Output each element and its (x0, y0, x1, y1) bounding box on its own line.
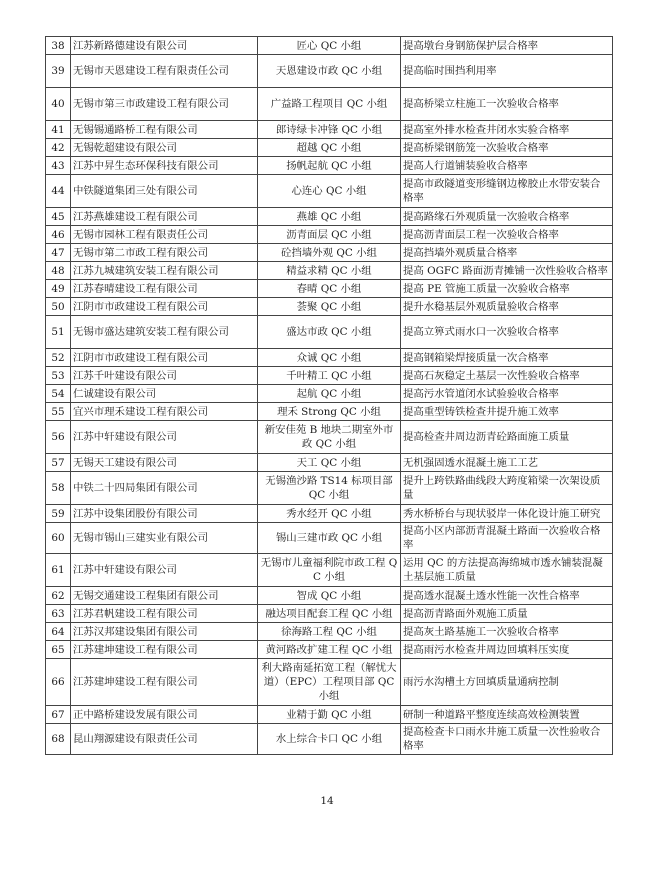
topic-name: 提高桥梁立柱施工一次验收合格率 (401, 88, 613, 121)
unit-name: 无锡天工建设有限公司 (71, 454, 258, 472)
table-row (46, 316, 613, 349)
row-number: 58 (46, 472, 71, 505)
row-number: 50 (46, 298, 71, 316)
row-number: 56 (46, 421, 71, 454)
table-row (46, 706, 613, 724)
table-row (46, 298, 613, 316)
unit-name: 江苏千叶建设有限公司 (71, 367, 258, 385)
topic-name: 提高检查卡口雨水井施工质量一次性验收合格率 (401, 724, 613, 755)
table-row (46, 421, 613, 454)
qc-group-name: 春晴 QC 小组 (258, 280, 401, 298)
table-row (46, 280, 613, 298)
unit-name: 江苏中设集团股份有限公司 (71, 505, 258, 523)
table-row (46, 157, 613, 175)
unit-name: 宜兴市理禾建设工程有限公司 (71, 403, 258, 421)
topic-name: 运用 QC 的方法提高海绵城市透水铺装混凝土基层施工质量 (401, 554, 613, 587)
topic-name: 提高挡墙外观质量合格率 (401, 244, 613, 262)
table-row (46, 367, 613, 385)
row-number: 55 (46, 403, 71, 421)
row-number: 42 (46, 139, 71, 157)
qc-group-name: 融达项目配套工程 QC 小组 (258, 605, 401, 623)
page-number: 14 (320, 795, 334, 807)
table-row (46, 623, 613, 641)
topic-name: 提高雨污水检查井周边回填料压实度 (401, 641, 613, 659)
row-number: 63 (46, 605, 71, 623)
unit-name: 无锡市第三市政建设工程有限公司 (71, 88, 258, 121)
table-row (46, 554, 613, 587)
unit-name: 江苏中轩建设有限公司 (71, 554, 258, 587)
row-number: 54 (46, 385, 71, 403)
award-table (45, 36, 613, 755)
table-row (46, 605, 613, 623)
qc-group-name: 天工 QC 小组 (258, 454, 401, 472)
topic-name: 提高沥青面层工程一次验收合格率 (401, 226, 613, 244)
topic-name: 提高 OGFC 路面沥青摊铺一次性验收合格率 (401, 262, 613, 280)
topic-name: 提高灰土路基施工一次验收合格率 (401, 623, 613, 641)
topic-name: 提高桥梁钢筋笼一次验收合格率 (401, 139, 613, 157)
qc-group-name: 千叶精工 QC 小组 (258, 367, 401, 385)
qc-group-name: 精益求精 QC 小组 (258, 262, 401, 280)
qc-group-name: 理禾 Strong QC 小组 (258, 403, 401, 421)
qc-group-name: 徐海路工程 QC 小组 (258, 623, 401, 641)
row-number: 68 (46, 724, 71, 755)
table-row (46, 724, 613, 755)
qc-group-name: 郎诗绿卡冲锋 QC 小组 (258, 121, 401, 139)
qc-group-name: 利大路南延拓宽工程（解忧大道）（EPC）工程项目部 QC 小组 (258, 659, 401, 706)
unit-name: 正中路桥建设发展有限公司 (71, 706, 258, 724)
qc-group-name: 无锡市儿童福利院市政工程 QC 小组 (258, 554, 401, 587)
table-row (46, 208, 613, 226)
table-row (46, 121, 613, 139)
qc-group-name: 心连心 QC 小组 (258, 175, 401, 208)
award-table-body (46, 37, 613, 755)
unit-name: 无锡市锡山三建实业有限公司 (71, 523, 258, 554)
unit-name: 江苏建坤建设工程有限公司 (71, 641, 258, 659)
row-number: 45 (46, 208, 71, 226)
table-row (46, 472, 613, 505)
qc-group-name: 扬帆起航 QC 小组 (258, 157, 401, 175)
topic-name: 提高小区内部沥青混凝土路面一次验收合格率 (401, 523, 613, 554)
qc-group-name: 砼挡墙外观 QC 小组 (258, 244, 401, 262)
row-number: 61 (46, 554, 71, 587)
unit-name: 中铁隧道集团三处有限公司 (71, 175, 258, 208)
row-number: 40 (46, 88, 71, 121)
qc-group-name: 起航 QC 小组 (258, 385, 401, 403)
qc-group-name: 燕雄 QC 小组 (258, 208, 401, 226)
qc-group-name: 锡山三建市政 QC 小组 (258, 523, 401, 554)
row-number: 62 (46, 587, 71, 605)
topic-name: 提高钢箱梁焊接质量一次合格率 (401, 349, 613, 367)
topic-name: 提高立箅式雨水口一次验收合格率 (401, 316, 613, 349)
table-row (46, 505, 613, 523)
row-number: 64 (46, 623, 71, 641)
topic-name: 提高透水混凝土透水性能一次性合格率 (401, 587, 613, 605)
topic-name: 提升上跨铁路曲线段大跨度箱梁一次架设质量 (401, 472, 613, 505)
row-number: 48 (46, 262, 71, 280)
row-number: 57 (46, 454, 71, 472)
row-number: 49 (46, 280, 71, 298)
unit-name: 无锡乾超建设有限公司 (71, 139, 258, 157)
topic-name: 无机强固透水混凝土施工工艺 (401, 454, 613, 472)
table-row (46, 244, 613, 262)
unit-name: 无锡市园林工程有限责任公司 (71, 226, 258, 244)
topic-name: 提高临时围挡利用率 (401, 55, 613, 88)
row-number: 52 (46, 349, 71, 367)
table-row (46, 659, 613, 706)
row-number: 53 (46, 367, 71, 385)
row-number: 44 (46, 175, 71, 208)
row-number: 38 (46, 37, 71, 55)
qc-group-name: 无锡渔沙路 TS14 标项目部 QC 小组 (258, 472, 401, 505)
table-row (46, 641, 613, 659)
unit-name: 江阴市市政建设工程有限公司 (71, 298, 258, 316)
table-row (46, 349, 613, 367)
topic-name: 提高墩台身钢筋保护层合格率 (401, 37, 613, 55)
unit-name: 江苏中轩建设有限公司 (71, 421, 258, 454)
table-row (46, 262, 613, 280)
topic-name: 提高沥青路面外观施工质量 (401, 605, 613, 623)
table-row (46, 403, 613, 421)
topic-name: 提高检查井周边沥青砼路面施工质量 (401, 421, 613, 454)
unit-name: 无锡市盛达建筑安装工程有限公司 (71, 316, 258, 349)
table-row (46, 523, 613, 554)
unit-name: 仁诚建设有限公司 (71, 385, 258, 403)
qc-group-name: 黄河路改扩建工程 QC 小组 (258, 641, 401, 659)
qc-group-name: 业精于勤 QC 小组 (258, 706, 401, 724)
row-number: 66 (46, 659, 71, 706)
topic-name: 秀水桥桥台与现状驳岸一体化设计施工研究 (401, 505, 613, 523)
unit-name: 昆山翔源建设有限责任公司 (71, 724, 258, 755)
unit-name: 中铁二十四局集团有限公司 (71, 472, 258, 505)
qc-group-name: 超越 QC 小组 (258, 139, 401, 157)
qc-group-name: 天恩建设市政 QC 小组 (258, 55, 401, 88)
row-number: 60 (46, 523, 71, 554)
row-number: 51 (46, 316, 71, 349)
unit-name: 江苏汉邦建设集团有限公司 (71, 623, 258, 641)
qc-group-name: 沥青面层 QC 小组 (258, 226, 401, 244)
topic-name: 提高室外排水检查井闭水实验合格率 (401, 121, 613, 139)
row-number: 65 (46, 641, 71, 659)
unit-name: 无锡交通建设工程集团有限公司 (71, 587, 258, 605)
table-row (46, 454, 613, 472)
qc-group-name: 智成 QC 小组 (258, 587, 401, 605)
unit-name: 江苏新路德建设有限公司 (71, 37, 258, 55)
qc-group-name: 水上综合卡口 QC 小组 (258, 724, 401, 755)
row-number: 59 (46, 505, 71, 523)
row-number: 47 (46, 244, 71, 262)
table-row (46, 37, 613, 55)
row-number: 43 (46, 157, 71, 175)
table-row (46, 587, 613, 605)
unit-name: 江苏中昇生态环保科技有限公司 (71, 157, 258, 175)
topic-name: 提升水稳基层外观质量验收合格率 (401, 298, 613, 316)
unit-name: 无锡市第二市政工程有限公司 (71, 244, 258, 262)
row-number: 67 (46, 706, 71, 724)
topic-name: 提高市政隧道变形缝钢边橡胶止水带安装合格率 (401, 175, 613, 208)
table-row (46, 88, 613, 121)
unit-name: 江苏春晴建设工程有限公司 (71, 280, 258, 298)
unit-name: 无锡市天恩建设工程有限责任公司 (71, 55, 258, 88)
topic-name: 提高石灰稳定土基层一次性验收合格率 (401, 367, 613, 385)
table-row (46, 55, 613, 88)
unit-name: 无锡锡通路桥工程有限公司 (71, 121, 258, 139)
qc-group-name: 新安佳苑 B 地块二期室外市政 QC 小组 (258, 421, 401, 454)
qc-group-name: 匠心 QC 小组 (258, 37, 401, 55)
unit-name: 江苏燕雄建设工程有限公司 (71, 208, 258, 226)
table-row (46, 226, 613, 244)
unit-name: 江阴市市政建设工程有限公司 (71, 349, 258, 367)
row-number: 41 (46, 121, 71, 139)
qc-group-name: 秀水经开 QC 小组 (258, 505, 401, 523)
topic-name: 提高路缘石外观质量一次验收合格率 (401, 208, 613, 226)
row-number: 46 (46, 226, 71, 244)
table-row (46, 139, 613, 157)
qc-group-name: 盛达市政 QC 小组 (258, 316, 401, 349)
unit-name: 江苏九城建筑安装工程有限公司 (71, 262, 258, 280)
qc-group-name: 众诚 QC 小组 (258, 349, 401, 367)
topic-name: 提高人行道铺装验收合格率 (401, 157, 613, 175)
unit-name: 江苏君帆建设工程有限公司 (71, 605, 258, 623)
topic-name: 研制一种道路平整度连续高效检测装置 (401, 706, 613, 724)
row-number: 39 (46, 55, 71, 88)
topic-name: 提高污水管道闭水试验验收合格率 (401, 385, 613, 403)
unit-name: 江苏建坤建设工程有限公司 (71, 659, 258, 706)
topic-name: 雨污水沟槽土方回填质量通病控制 (401, 659, 613, 706)
qc-group-name: 荟聚 QC 小组 (258, 298, 401, 316)
qc-group-name: 广益路工程项目 QC 小组 (258, 88, 401, 121)
table-row (46, 385, 613, 403)
table-row (46, 175, 613, 208)
topic-name: 提高重型铸铁检查井提升施工效率 (401, 403, 613, 421)
topic-name: 提高 PE 管施工质量一次验收合格率 (401, 280, 613, 298)
